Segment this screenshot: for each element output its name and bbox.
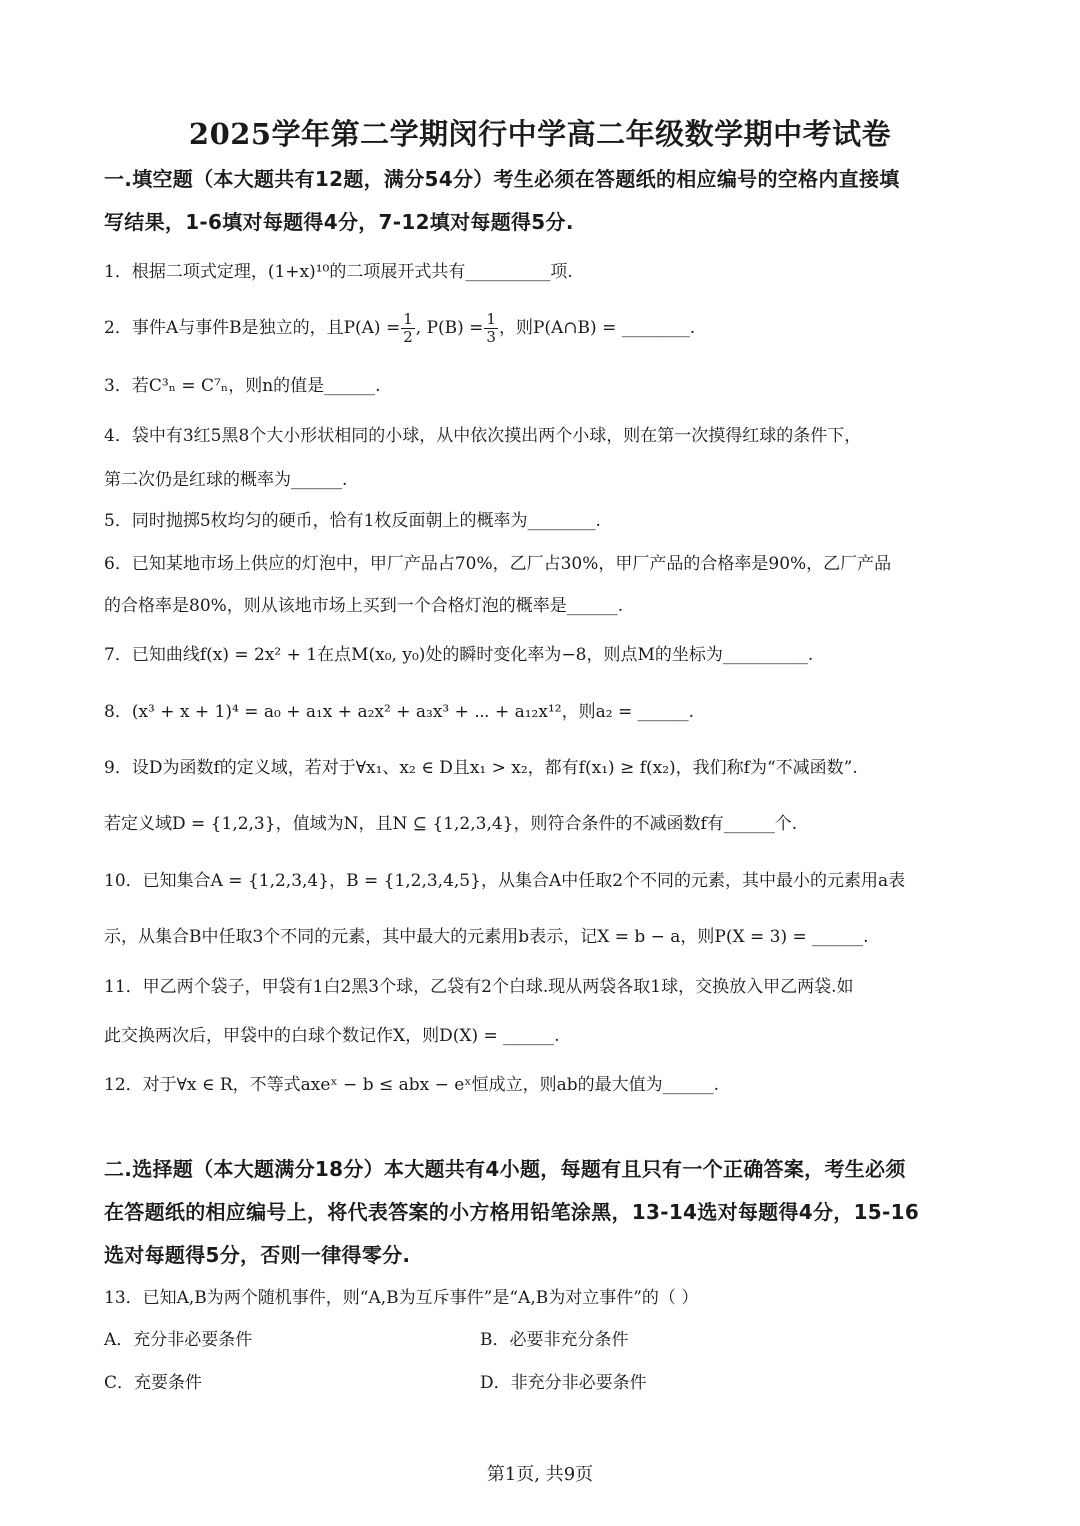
question-8: 8．(x³ + x + 1)⁴ = a₀ + a₁x + a₂x² + a₃x³ + ⋯ + a₁₂x¹²，则a₂ = ______. bbox=[104, 702, 694, 722]
question-2-text-pre: 2．事件A与事件B是独立的，且P(A) = bbox=[104, 318, 401, 338]
section2-heading-line3: 选对每题得5分，否则一律得零分. bbox=[104, 1243, 411, 1267]
question-10-line1: 10．已知集合A = {1,2,3,4}，B = {1,2,3,4,5}，从集合A中任取2个不同的元素，其中最小的元素用a表 bbox=[104, 871, 906, 891]
question-2 bbox=[104, 306, 979, 350]
question-5: 5．同时抛掷5枚均匀的硬币，恰有1枚反面朝上的概率为________. bbox=[104, 511, 601, 531]
question-2-text-mid: , P(B) = bbox=[415, 318, 484, 338]
question-11-line2: 此交换两次后，甲袋中的白球个数记作X，则D(X) = ______. bbox=[104, 1026, 560, 1046]
question-4-line2: 第二次仍是红球的概率为______. bbox=[104, 470, 348, 490]
section1-heading-line1: 一.填空题（本大题共有12题，满分54分）考生必须在答题纸的相应编号的空格内直接填 bbox=[104, 167, 900, 191]
question-9-line1: 9．设D为函数f的定义域，若对于∀x₁、x₂ ∈ D且x₁ > x₂，都有f(x₁) ≥ f(x₂)，我们称f为“不减函数”. bbox=[104, 758, 858, 778]
question-12: 12．对于∀x ∈ R，不等式axeˣ − b ≤ abx − eˣ恒成立，则ab的最大值为______. bbox=[104, 1075, 719, 1095]
question-1: 1．根据二项式定理，(1+x)¹⁰的二项展开式共有__________项. bbox=[104, 262, 573, 282]
section2-heading-line1: 二.选择题（本大题满分18分）本大题共有4小题，每题有且只有一个正确答案，考生必须 bbox=[104, 1157, 906, 1181]
option-d: D．非充分非必要条件 bbox=[480, 1373, 647, 1393]
page-footer: 第1页, 共9页 bbox=[486, 1464, 594, 1485]
question-10-line2: 示，从集合B中任取3个不同的元素，其中最大的元素用b表示，记X = b − a，则P(X = 3) = ______. bbox=[104, 927, 869, 947]
question-6-line1: 6．已知某地市场上供应的灯泡中，甲厂产品占70%，乙厂占30%，甲厂产品的合格率是90%，乙厂产品 bbox=[104, 554, 892, 574]
option-c: C．充要条件 bbox=[104, 1373, 203, 1393]
fraction-numerator: 1 bbox=[486, 310, 496, 328]
fraction-one-third bbox=[484, 311, 498, 346]
section1-heading-line2: 写结果，1-6填对每题得4分，7-12填对每题得5分. bbox=[104, 210, 574, 234]
question-13-stem: 13．已知A,B为两个随机事件，则“A,B为互斥事件”是“A,B为对立事件”的（ ） bbox=[104, 1288, 699, 1308]
section2-heading-line2: 在答题纸的相应编号上，将代表答案的小方格用铅笔涂黑，13-14选对每题得4分，15-16 bbox=[104, 1200, 920, 1224]
question-11-line1: 11．甲乙两个袋子，甲袋有1白2黑3个球，乙袋有2个白球.现从两袋各取1球，交换放入甲乙两袋.如 bbox=[104, 977, 854, 997]
question-7: 7．已知曲线f(x) = 2x² + 1在点M(x₀, y₀)处的瞬时变化率为−8，则点M的坐标为__________. bbox=[104, 645, 814, 665]
option-b: B．必要非充分条件 bbox=[480, 1330, 629, 1350]
question-2-text-post: ，则P(A∩B) = ________. bbox=[498, 318, 696, 338]
question-3: 3．若C³ₙ = C⁷ₙ，则n的值是______. bbox=[104, 376, 381, 396]
fraction-one-half bbox=[401, 311, 415, 346]
fraction-numerator: 1 bbox=[403, 310, 413, 328]
question-6-line2: 的合格率是80%，则从该地市场上买到一个合格灯泡的概率是______. bbox=[104, 596, 624, 616]
page-title: 2025学年第二学期闵行中学高二年级数学期中考试卷 bbox=[188, 117, 892, 151]
question-9-line2: 若定义域D = {1,2,3}，值域为N，且N ⊆ {1,2,3,4}，则符合条件的不减函数f有______个. bbox=[104, 814, 798, 834]
fraction-denominator: 2 bbox=[403, 328, 413, 346]
option-a: A．充分非必要条件 bbox=[104, 1330, 253, 1350]
question-4-line1: 4．袋中有3红5黑8个大小形状相同的小球，从中依次摸出两个小球，则在第一次摸得红球的条件下， bbox=[104, 426, 862, 446]
fraction-denominator: 3 bbox=[486, 328, 496, 346]
